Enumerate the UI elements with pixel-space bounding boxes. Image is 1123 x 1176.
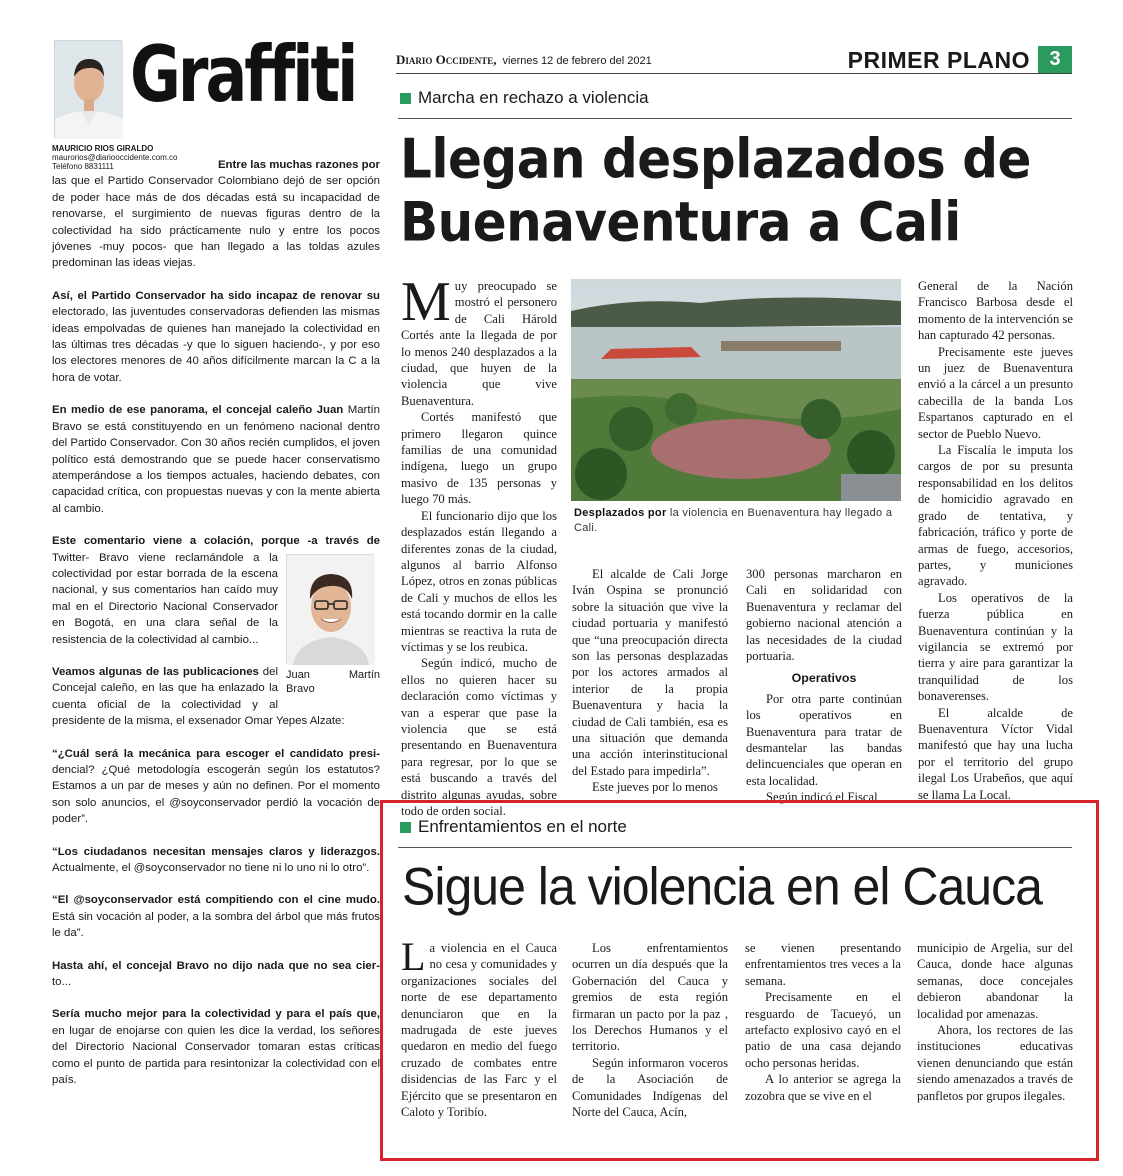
kicker-square-icon [400,822,411,833]
graffiti-header [52,28,380,144]
kicker-rule [398,847,1072,848]
story1-photo-caption: Desplazados por la violencia en Buenaventura hay llegado a Cali. [574,507,893,534]
graffiti-body [52,157,380,1089]
bravo-portrait [286,554,374,664]
author-name: MAURICIO RIOS GIRALDO [52,144,154,153]
newspaper-name: Diario Occidente, viernes 12 de febrero del 2021 [396,52,652,67]
masthead [396,46,1072,74]
story2-column-3: se vienen presentando enfrentamientos tres veces a la semana. Precisamente en el resguardo de Tacueyó, un artefacto explosivo cayó en el patio de una casa dejando ocho personas heridas. A lo anterior se agrega la zozobra que se vive en el [745,941,901,1103]
story2-column-1: La violencia en el Cauca no cesa y comunidades y organizaciones sociales del norte de ese departamento denunciaron que en la madrugada de este jueves quedaron en medio del fuego cruzado de combates entre disidencias de las Farc y el Ejército que se presentaron en Caloto y Toribío. [401,934,557,1120]
bravo-photo [286,554,380,706]
dropcap: L [401,934,426,979]
story1-kicker: Marcha en rechazo a violencia [400,88,649,108]
story1-headline: Llegan desplazados de Buenaventura a Cali [400,128,1031,254]
section-name: PRIMER PLANO [847,47,1030,73]
graffiti-column [52,28,381,1168]
dropcap: M [401,271,451,333]
graffiti-paragraph: Veamos algunas de las publicaciones del Concejal caleño, en las que ha enlazado la cuenta oficial de la colectividad y al presidente de la misma, el exsenador Omar Yepes Alzate: [52,665,345,728]
story2-column-2: Los enfrentamientos ocurren un día después que la Gobernación del Cauca y gremios de esta región firmaran un pacto por la paz , los Derechos Humanos y el territorio. Según informaron voceros de la Asociación de Comunidades Indígenas del Norte del Cauca, Acín, [572,941,728,1120]
graffiti-paragraph: En medio de ese panorama, el concejal caleño Juan Martín Bravo se está constituyendo en un fenómeno nacional dentro del Partido Conservador. Con 30 años recién cumplidos, el joven político está demostrando que se puede hacer conservatismo atemperándose a los tiempos actuales, haciendo debates, con capacidad crítica, con propuestas nuevas y con la mente abierta al cambio. [52,404,381,515]
graffiti-paragraph: Sería mucho mejor para la colectividad y para el país que, en lugar de enojarse con quien les dice la verdad, los señores del Directorio Nacional Conservador tomaran estas críticas como el punto de partida para resintonizar la colectividad con el país. [52,1008,380,1087]
story1-column-1: Muy preocupado se mostró el personero de Cali Hárold Cortés ante la llegada de por lo menos 240 desplazados a la ciudad, que huyen de la violencia que vive Buenaventura. Cortés manifestó que primero llegaron quince familias de una comunidad indígena, luego un grupo masivo de 135 personas y luego 70 más. El funcionario dijo que los desplazados están llegando a diferentes zonas de la ciudad, algunos al barrio Alfonso López, otros en zonas públicas de Cali y muchos de ellos les está tocando dormir en la calle mientras se reactiva la ruta de víctimas y se los reubica. Según indicó, mucho de ellos no quieren hacer su declaración como víctimas y van a esperar que pase la violencia que se está presentando en Buenaventura para regresar, por lo que se está buscando a través del distrito algunas ayudas, sobre todo de orden social. [401,271,557,818]
graffiti-paragraph: Entre las muchas razones por las que el Partido Conservador Colombiano dejó de ser opción de poder hace más de dos décadas está su incapacidad de renovarse, el surgimiento de nuevas figuras dentro de la colectividad ha sido prácticamente nulo y entre los pocos jóvenes -muy pocos- que han llegado a las toldas azules predominan las ideas viejas. [52,159,380,270]
author-email: maurorios@diariooccidente.com.co [52,153,178,162]
author-phone: Teléfono 8831111 [52,162,114,171]
kicker-rule [398,118,1072,119]
story1-photo [571,279,901,501]
kicker-square-icon [400,93,411,104]
graffiti-paragraph: Así, el Partido Conservador ha sido incapaz de renovar su electorado, las juventudes conservadoras defienden las mismas ideas empolvadas de quienes han manejado la colectividad en las últimas tres décadas -y que lo siguen haciendo-, y por eso los electores menores de 40 años difícilmente marcan la C a la hora de votar. [52,289,380,384]
graffiti-paragraph: “El @soyconservador está compitiendo con el cine mudo. Está sin vocación al poder, a la sombra del árbol que más frutos le da”. [52,894,380,940]
author-photo [54,40,122,138]
operativos-subhead: Operativos [791,671,857,686]
issue-date: viernes 12 de febrero del 2021 [502,55,652,67]
bravo-caption: Juan Martín Bravo [286,668,380,695]
graffiti-paragraph: Este comentario viene a colación, porque -a través de Juan Martín Bravo Twitter- Bravo viene reclamándole a la colectividad por estar borrada de la escena nacional, y sus comentarios han caído muy mal en el Directorio Nacional Conservador en Bogotá, en una clara señal de la resistencia de la colectividad al cambio... [52,533,380,648]
story1-column-2: El alcalde de Cali Jorge Iván Ospina se pronunció sobre la situación que vive la ciudad portuaria y manifestó que “una preocupación directa son las personas desplazadas por los actores armados al interior de la propia Buenaventura y hacia la ciudad de Cali también, esa es una situación que demanda una acción interinstitucional del Estado para impedirla”. Este jueves por lo menos [572,567,728,795]
story2-column-4: municipio de Argelia, sur del Cauca, donde hace algunas semanas, doce concejales debieron abandonar la localidad por amenazas. Ahora, los rectores de las instituciones educativas vienen denunciando que están siendo amenazados a través de panfletos por grupos ilegales. [917,941,1073,1103]
story1-column-3: 300 personas marcharon en Cali en solidaridad con Buenaventura y reclamar del gobierno nacional atención a las necesidades de la ciudad portuaria. Operativos Por otra parte continúan los operativos en Buenaventura para tratar de desmantelar las bandas delincuenciales que operan en esta localidad. Según indicó el Fiscal [746,567,902,805]
story2-kicker: Enfrentamientos en el norte [400,817,627,837]
page-number: 3 [1038,46,1072,73]
story1-column-4: General de la Nación Francisco Barbosa desde el momento de la intervención se han capturado 42 personas. Precisamente este jueves un juez de Buenaventura envió a la cárcel a un presunto cabecilla de la banda Los Espartanos capturado en el sector de Pueblo Nuevo. La Fiscalía le imputa los cargos de por su presunta responsabilidad en los delitos de homicidio agravado en grado de tentativa, y fabricación, tráfico y porte de armas de fuego, accesorios, partes, y municiones agravado. Los operativos de la fuerza pública en Buenaventura continúan y la vigilancia se extremó por tierra y aire para garantizar la tranquilidad de los bonaverenses. El alcalde de Buenaventura Víctor Vidal manifestó que hay una lucha por el territorio del grupo ilegal Los Urabeños, que aquí se llama La Local. [918,279,1073,802]
graffiti-paragraph: Hasta ahí, el concejal Bravo no dijo nada que no sea cier-to... [52,959,380,989]
graffiti-paragraph: “¿Cuál será la mecánica para escoger el candidato presi-dencial? ¿Qué metodología escogerán según los estatutos? Estamos a un par de meses y aún no definen. Por el momento son solo anuncios, el @soyconservador perdió la vocación de poder”. [52,747,380,826]
story2-headline: Sigue la violencia en el Cauca [402,857,1042,916]
graffiti-paragraph: “Los ciudadanos necesitan mensajes claros y liderazgos. Actualmente, el @soyconservador no tiene ni lo uno ni lo otro”. [52,845,380,875]
column-title: Graffiti [130,28,356,120]
